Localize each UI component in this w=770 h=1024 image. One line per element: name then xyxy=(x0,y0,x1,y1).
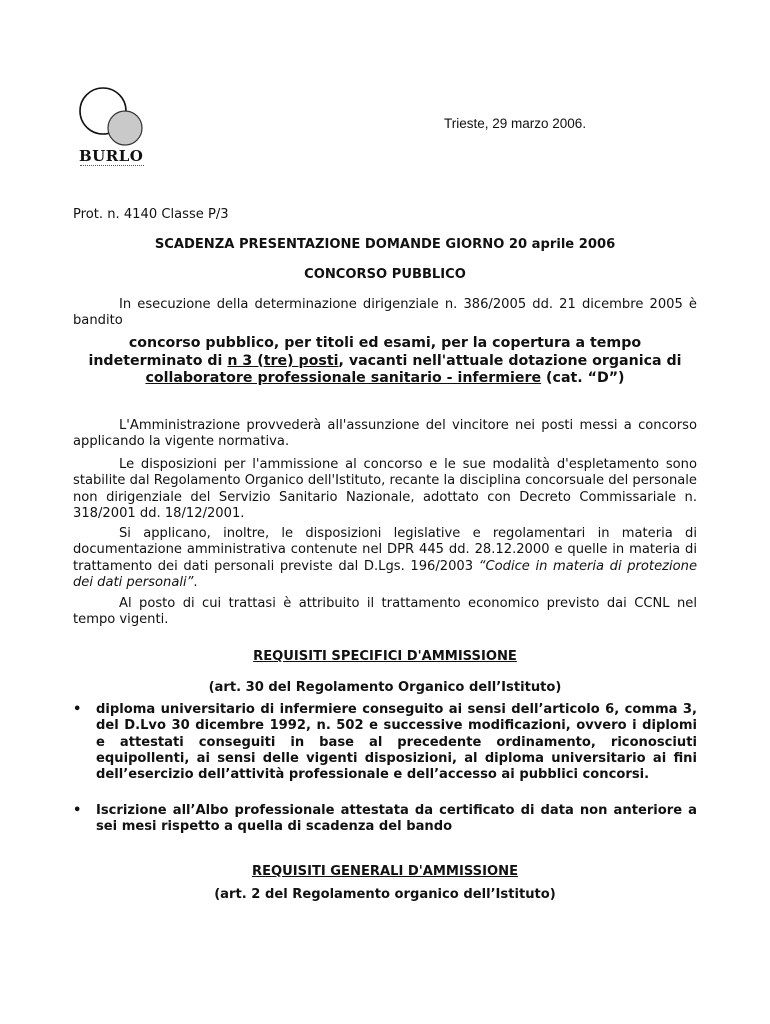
paragraph3-end: . xyxy=(193,574,198,590)
document-title: CONCORSO PUBBLICO xyxy=(304,267,466,282)
section1-heading-text: REQUISITI SPECIFICI D'AMMISSIONE xyxy=(253,649,517,664)
headline-part1: concorso pubblico, per titoli ed esami, per la copertura a tempo indeterminato di xyxy=(88,335,642,369)
headline-part2: , vacanti nell'attuale dotazione organica di xyxy=(338,352,682,369)
section1-heading xyxy=(73,649,697,665)
competition-headline xyxy=(73,335,697,388)
deadline-heading: SCADENZA PRESENTAZIONE DOMANDE GIORNO 20 aprile 2006 xyxy=(154,237,616,252)
headline-role: collaboratore professionale sanitario - infermiere xyxy=(145,370,542,386)
headline-part3: (cat. “D”) xyxy=(541,370,625,386)
burlo-logo xyxy=(77,86,149,170)
paragraph3-text: Si applicano, inoltre, le disposizioni legislative e regolamentari in materia di documentazione amministrativa contenute nel DPR 445 dd. 28.12.2000 e quelle in materia di trattamento dei dati personali previste dal D.Lgs. 196/2003 xyxy=(73,526,697,574)
paragraph-salary: Al posto di cui trattasi è attribuito il trattamento economico previsto dai CCNL nel tempo vigenti. xyxy=(73,596,697,628)
bullet-icon: • xyxy=(73,803,82,818)
paragraph-regulations: Le disposizioni per l'ammissione al concorso e le sue modalità d'espletamento sono stabilite dal Regolamento Organico dell'Istituto, recante la disciplina concorsuale del personale non dirigenziale del Servizio Sanitario Nazionale, adottato con Decreto Commissariale n. 318/2001 dd. 18/12/2001. xyxy=(73,457,697,521)
headline-posts: n 3 (tre) posti xyxy=(227,352,339,369)
bullet-icon: • xyxy=(73,702,82,717)
list-item xyxy=(73,803,697,836)
section1-subheading: (art. 30 del Regolamento Organico dell’Istituto) xyxy=(208,680,562,695)
logo-subline xyxy=(80,165,144,169)
section2-heading-text: REQUISITI GENERALI D'AMMISSIONE xyxy=(251,864,519,879)
list-item-text: Iscrizione all’Albo professionale attestata da certificato di data non anteriore a sei mesi rispetto a quella di scadenza del bando xyxy=(96,803,697,835)
list-item-text: diploma universitario di infermiere conseguito ai sensi dell’articolo 6, comma 3, del D.Lvo 30 dicembre 1992, n. 502 e successive modificazioni, ovvero i diplomi e attestati conseguiti in base al precedente ordinamento, riconosciuti equipollenti, ai sensi delle vigenti disposizioni, al diploma universitario ai fini dell’esercizio dell’attività professionale e dell’accesso ai pubblici concorsi. xyxy=(96,702,697,783)
section2-heading xyxy=(73,864,697,880)
logo-circles-icon xyxy=(77,86,149,148)
logo-wordmark: BURLO xyxy=(79,147,144,165)
list-item xyxy=(73,702,697,783)
section2-subheading: (art. 2 del Regolamento organico dell’Istituto) xyxy=(214,887,556,902)
document-date: Trieste, 29 marzo 2006. xyxy=(444,116,587,131)
paragraph3-italic: “Codice in materia di protezione dei dati personali” xyxy=(73,558,697,590)
paragraph-data-protection xyxy=(73,526,697,591)
intro-paragraph: In esecuzione della determinazione dirigenziale n. 386/2005 dd. 21 dicembre 2005 è bandito xyxy=(73,297,697,329)
paragraph-hiring: L'Amministrazione provvederà all'assunzione del vincitore nei posti messi a concorso applicando la vigente normativa. xyxy=(73,418,697,450)
protocol-number: Prot. n. 4140 Classe P/3 xyxy=(73,207,229,222)
